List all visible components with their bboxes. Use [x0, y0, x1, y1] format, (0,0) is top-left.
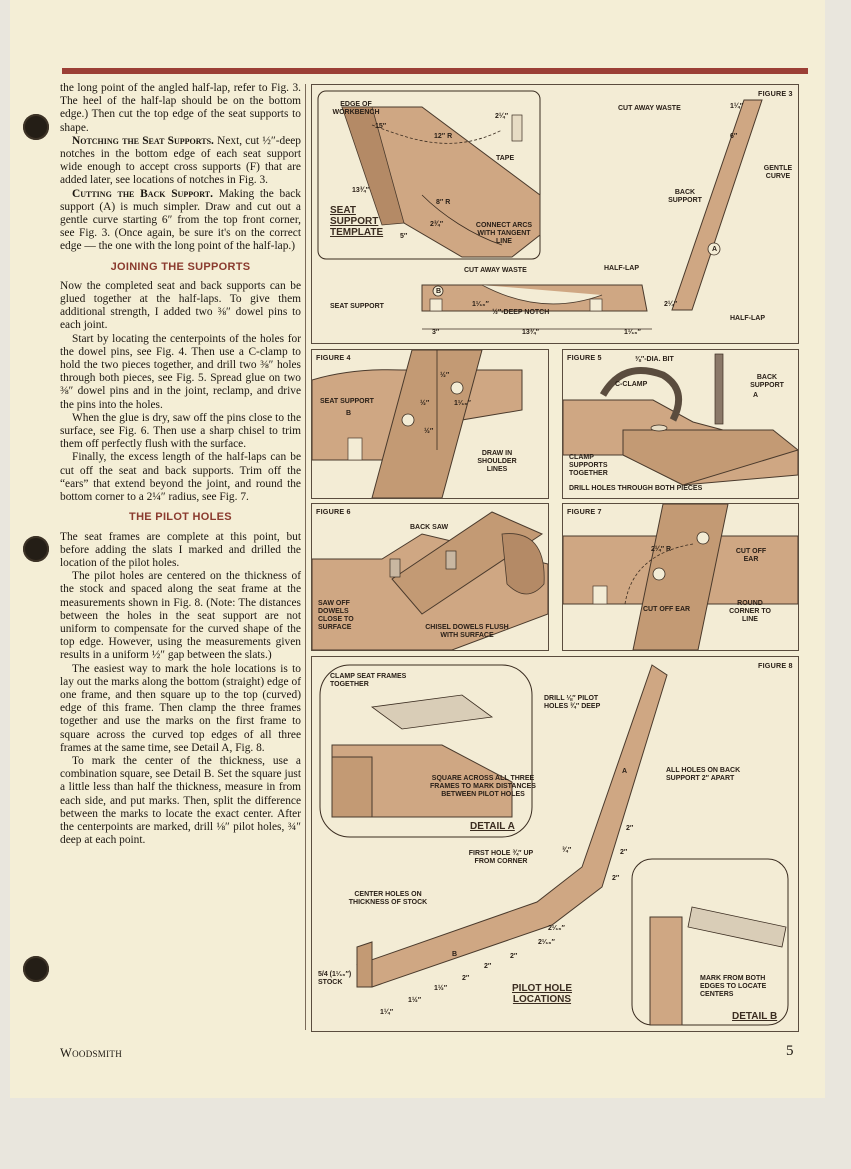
punch-hole-top	[23, 114, 49, 140]
label-seat-support: SEAT SUPPORT	[320, 398, 374, 405]
figure-label: FIGURE 6	[316, 507, 351, 516]
dim-15: 15″	[375, 123, 387, 130]
label-back-saw: BACK SAW	[410, 524, 449, 531]
dim-3-4: ¾″	[562, 847, 572, 854]
column-divider	[305, 84, 306, 1030]
paragraph: The easiest way to mark the hole locations is to lay out the marks along the bottom (straight) edge of one frame, and then square up to the top (curved) edge of this frame. Then clamp the three frames together and use the marks on the first frame to square across the curved top edges of all three frames at the same time, see Detail A, Fig. 8.	[60, 662, 301, 754]
label-clamp-supports: CLAMP SUPPORTS TOGETHER	[569, 454, 608, 477]
label-half-lap: HALF-LAP	[730, 315, 765, 322]
paragraph: Finally, the excess length of the half-laps can be cut off the seat and back supports. Trim off the “ears” that extend beyond the joint, and round the bottom corner to a 2¼″ radius, see Fig. 7.	[60, 451, 301, 504]
header-rule	[62, 68, 808, 74]
paragraph	[60, 188, 301, 254]
paragraph: the long point of the angled half-lap, refer to Fig. 3. The heel of the half-lap should be on the bottom edge.) Then cut the top edge of the seat supports to shape.	[60, 82, 301, 134]
label-drill-pilot-holes: DRILL ⅛″ PILOT HOLES ¾″ DEEP	[544, 695, 601, 710]
figure-label: FIGURE 8	[758, 661, 793, 670]
dim-half: ½″	[424, 428, 434, 435]
label-notch: ½″-DEEP NOTCH	[492, 309, 550, 316]
run-in-head: Cutting the Back Support.	[72, 187, 213, 200]
label-round-corner: ROUND CORNER TO LINE	[729, 600, 771, 623]
dim-13-3-4: 13¾″	[352, 187, 369, 194]
paragraph: Now the completed seat and back supports can be glued together at the half-laps. To give them additional strength, I added two ⅜″ dowel pins to each joint.	[60, 279, 301, 332]
dim-1-1-2: 1½″	[408, 997, 422, 1004]
dim-2: 2″	[484, 963, 492, 970]
dim-half: ½″	[440, 372, 450, 379]
label-detail-b: DETAIL B	[732, 1011, 778, 1022]
dim-1-1-2: 1½″	[434, 985, 448, 992]
dim-13-3-4-b: 13¾″	[522, 329, 539, 336]
part-a-marker: A	[622, 768, 628, 775]
figure-label: FIGURE 3	[758, 89, 793, 98]
section-heading: JOINING THE SUPPORTS	[110, 260, 251, 273]
figure-label: FIGURE 4	[316, 353, 351, 362]
figure-3	[311, 84, 799, 344]
dim-2: 2″	[626, 825, 634, 832]
paragraph	[60, 135, 301, 188]
dim-2-1-16: 2¹⁄₁₆″	[538, 939, 555, 946]
dim-1-1-16-b: 1¹⁄₁₆″	[624, 329, 641, 336]
dim-radius: 2¼″ R	[651, 546, 672, 553]
label-chisel-dowels: CHISEL DOWELS FLUSH WITH SURFACE	[425, 624, 509, 639]
article-text-column	[60, 82, 301, 847]
dim-1-1-4: 1¼″	[730, 103, 744, 110]
punch-hole-bottom	[23, 956, 49, 982]
figure-4	[311, 349, 549, 499]
figure-5	[562, 349, 799, 499]
label-cut-away-waste-top: CUT AWAY WASTE	[618, 105, 681, 112]
label-saw-off-dowels: SAW OFF DOWELS CLOSE TO SURFACE	[318, 600, 354, 631]
part-b-marker: B	[346, 410, 352, 417]
part-a-marker: A	[712, 246, 718, 253]
dim-2: 2″	[612, 875, 620, 882]
label-tape: TAPE	[496, 155, 515, 162]
dim-2-3-4: 2¾″	[430, 221, 444, 228]
label-stock: 5/4 (1¹⁄₁₆″) STOCK	[318, 971, 352, 986]
figure-6	[311, 503, 549, 651]
label-half-lap-top: HALF-LAP	[604, 265, 639, 272]
dim-3: 3″	[432, 329, 440, 336]
label-back-support: BACK SUPPORT	[668, 189, 702, 204]
dim-half: ½″	[420, 400, 430, 407]
label-first-hole: FIRST HOLE ¾″ UP FROM CORNER	[468, 850, 534, 865]
run-in-head: Notching the Seat Supports.	[72, 134, 214, 147]
figure-7	[562, 503, 799, 651]
label-bit: ⅜″-DIA. BIT	[635, 356, 674, 363]
label-gentle-curve: GENTLE CURVE	[763, 165, 793, 180]
label-square-across: SQUARE ACROSS ALL THREE FRAMES TO MARK DISTANCES BETWEEN PILOT HOLES	[430, 775, 536, 798]
magazine-name: Woodsmith	[60, 1046, 122, 1060]
paragraph: To mark the center of the thickness, use a combination square, see Detail B. Set the square just a little less than half the thickness, measure in from each side, and put marks. Then, split the difference between the marks to locate the exact center. After the centerpoints are marked, drill ⅛″ pilot holes, ¾″ deep at each point.	[60, 754, 301, 847]
paragraph: When the glue is dry, saw off the pins close to the surface, see Fig. 6. Then use a sharp chisel to trim them off perfectly flush with the surface.	[60, 411, 301, 451]
dim-8r: 8″ R	[436, 199, 451, 206]
dim-2-1-4: 2¼″	[495, 113, 509, 120]
label-drill-holes: DRILL HOLES THROUGH BOTH PIECES	[569, 485, 703, 492]
dim-2-1-4-b: 2¼″	[664, 301, 678, 308]
label-seat-support-template: SEAT SUPPORT TEMPLATE	[330, 205, 384, 238]
label-clamp-seat-frames: CLAMP SEAT FRAMES TOGETHER	[330, 673, 407, 688]
label-connect-arcs: CONNECT ARCS WITH TANGENT LINE	[475, 222, 533, 245]
label-c-clamp: C-CLAMP	[615, 381, 648, 388]
paragraph: The seat frames are complete at this point, but before adding the slats I marked and drilled the location of the pilot holes.	[60, 530, 301, 569]
figure-7-drawing	[563, 504, 798, 650]
part-b-marker: B	[436, 288, 442, 295]
paragraph: The pilot holes are centered on the thickness of the stock and spaced along the seat frame at the measurements shown in Fig. 8. (Note: The distances between the holes in the seat support are not uniform to compensate for the curved shape of the top edge. However, using the measurements given results in a uniform ½″ gap between the slats.)	[60, 570, 301, 662]
label-draw-in-shoulder-lines: DRAW IN SHOULDER LINES	[477, 450, 517, 473]
paragraph: Start by locating the centerpoints of the holes for the dowel pins, see Fig. 4. Then use a C-clamp to hold the two pieces together, and drill two ⅜″ holes through both pieces, see Fig. 5. Spread glue on two ⅜″ dowel pins and in the joint, reclamp, and drive the pins into the holes.	[60, 332, 301, 411]
label-back-support: BACK SUPPORT	[750, 374, 784, 389]
dim-2-1-16: 2¹⁄₁₆″	[548, 925, 565, 932]
figure-8	[311, 656, 799, 1032]
label-pilot-hole-locations: PILOT HOLE LOCATIONS	[512, 983, 572, 1005]
part-a-marker: A	[753, 392, 759, 399]
label-edge-of-workbench: EDGE OF WORKBENCH	[332, 101, 380, 116]
dim-2: 2″	[510, 953, 518, 960]
dim-2: 2″	[462, 975, 470, 982]
dim-1-1-16: 1¹⁄₁₆″	[454, 400, 471, 407]
dim-1-1-4: 1¼″	[380, 1009, 394, 1016]
page-number: 5	[786, 1043, 794, 1059]
label-cut-off-ear-right: CUT OFF EAR	[735, 548, 767, 563]
figure-label: FIGURE 7	[567, 507, 602, 516]
figure-4-drawing	[312, 350, 548, 498]
label-cut-away-waste: CUT AWAY WASTE	[464, 267, 527, 274]
paragraph-text: Making the back support (A) is much simpler. Draw and cut out a gentle curve starting 6″ from the top front corner, see Fig. 3. (Once again, be sure it's on the correct edge — the one with the long point of the half-lap.)	[60, 187, 301, 253]
label-center-holes: CENTER HOLES ON THICKNESS OF STOCK	[348, 891, 428, 906]
dim-2: 2″	[620, 849, 628, 856]
figure-label: FIGURE 5	[567, 353, 602, 362]
label-seat-support: SEAT SUPPORT	[330, 303, 384, 310]
dim-1-1-16: 1¹⁄₁₆″	[472, 301, 489, 308]
part-b-marker: B	[452, 951, 458, 958]
dim-6: 6″	[730, 133, 738, 140]
label-cut-off-ear-left: CUT OFF EAR	[643, 606, 691, 613]
label-all-holes-back-support: ALL HOLES ON BACK SUPPORT 2″ APART	[666, 767, 741, 782]
punch-hole-middle	[23, 536, 49, 562]
label-mark-from-both-edges: MARK FROM BOTH EDGES TO LOCATE CENTERS	[700, 975, 767, 998]
label-detail-a: DETAIL A	[470, 821, 515, 832]
section-heading: THE PILOT HOLES	[129, 511, 232, 524]
dim-5: 5″	[400, 233, 408, 240]
dim-12r: 12″ R	[434, 133, 453, 140]
paragraph-text: Next, cut ½″-deep notches in the bottom edge of each seat support wide enough to accept cross supports (F) that are added later, see locations of notches in Fig. 3.	[60, 134, 302, 187]
